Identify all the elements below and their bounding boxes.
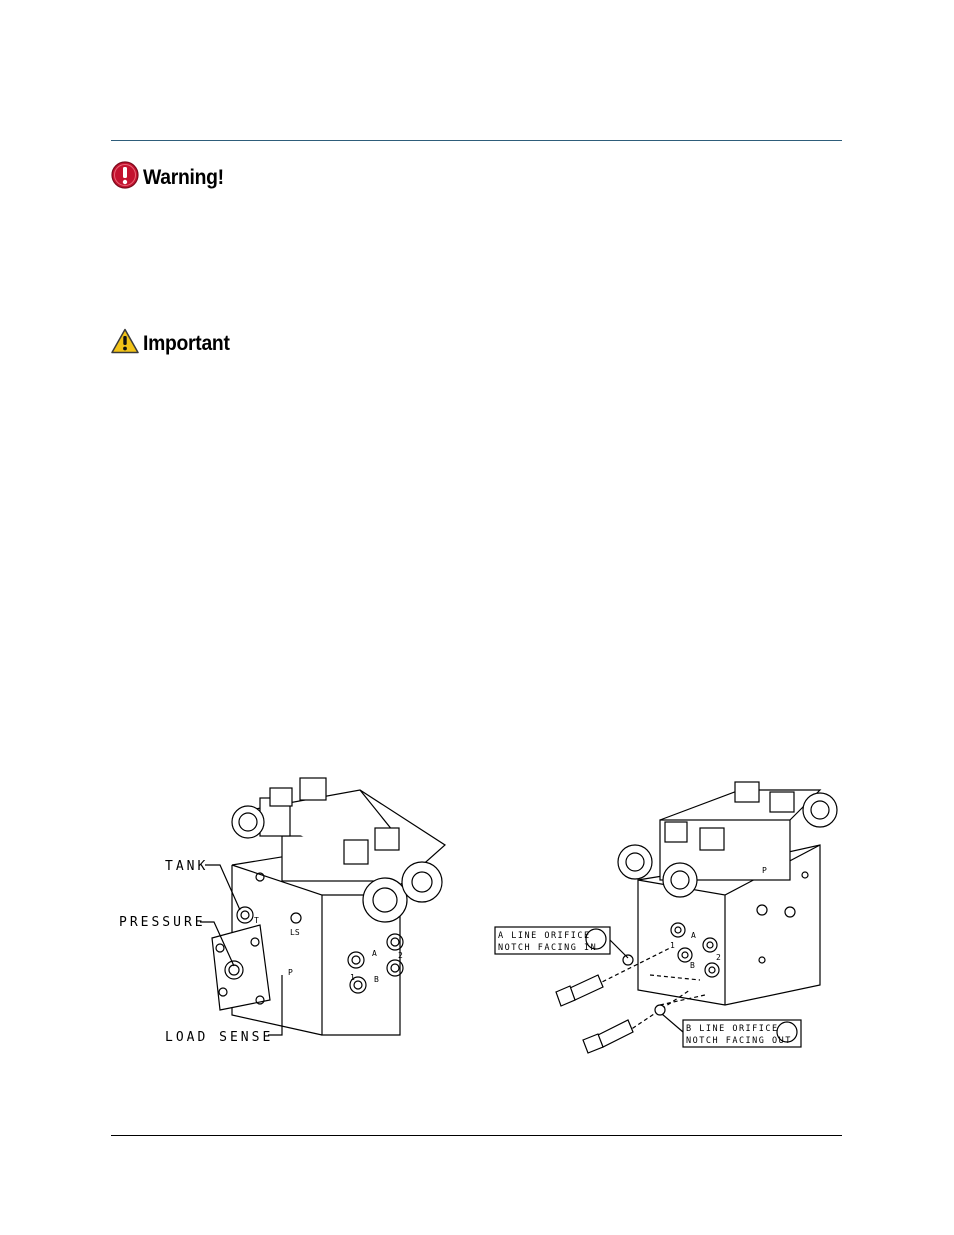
- port-b-label: B: [374, 975, 379, 984]
- right-port-b-label: B: [690, 961, 695, 970]
- a-orifice-line2: NOTCH FACING IN: [498, 943, 598, 953]
- port-t-label: T: [254, 916, 259, 925]
- port-1-label: 1: [350, 973, 355, 982]
- header-rule: [111, 140, 842, 141]
- port-2-label: 2: [398, 951, 403, 960]
- important-callout: [111, 328, 237, 359]
- load-sense-label: LOAD SENSE: [165, 1030, 274, 1045]
- right-port-a-label: A: [691, 931, 696, 940]
- port-ls-label: LS: [290, 928, 300, 937]
- important-heading: Important: [143, 331, 230, 355]
- port-a-label: A: [372, 949, 377, 958]
- warning-heading: Warning!: [143, 165, 224, 189]
- footer-rule: [111, 1135, 842, 1136]
- orifice-installation-figure: [490, 770, 840, 1060]
- b-orifice-line1: B LINE ORIFICE: [686, 1024, 779, 1034]
- port-p-label: P: [288, 968, 293, 977]
- pressure-label: PRESSURE: [119, 915, 206, 930]
- warning-triangle-icon: [111, 328, 139, 359]
- b-orifice-line2: NOTCH FACING OUT: [686, 1036, 792, 1046]
- right-port-1-label: 1: [670, 941, 675, 950]
- valve-block-ports-figure: [110, 770, 470, 1060]
- right-port-p-label: P: [762, 866, 767, 875]
- a-orifice-line1: A LINE ORIFICE: [498, 931, 591, 941]
- tank-label: TANK: [165, 859, 209, 874]
- right-port-2-label: 2: [716, 953, 721, 962]
- exclamation-circle-icon: [111, 161, 139, 194]
- warning-callout: [111, 161, 231, 194]
